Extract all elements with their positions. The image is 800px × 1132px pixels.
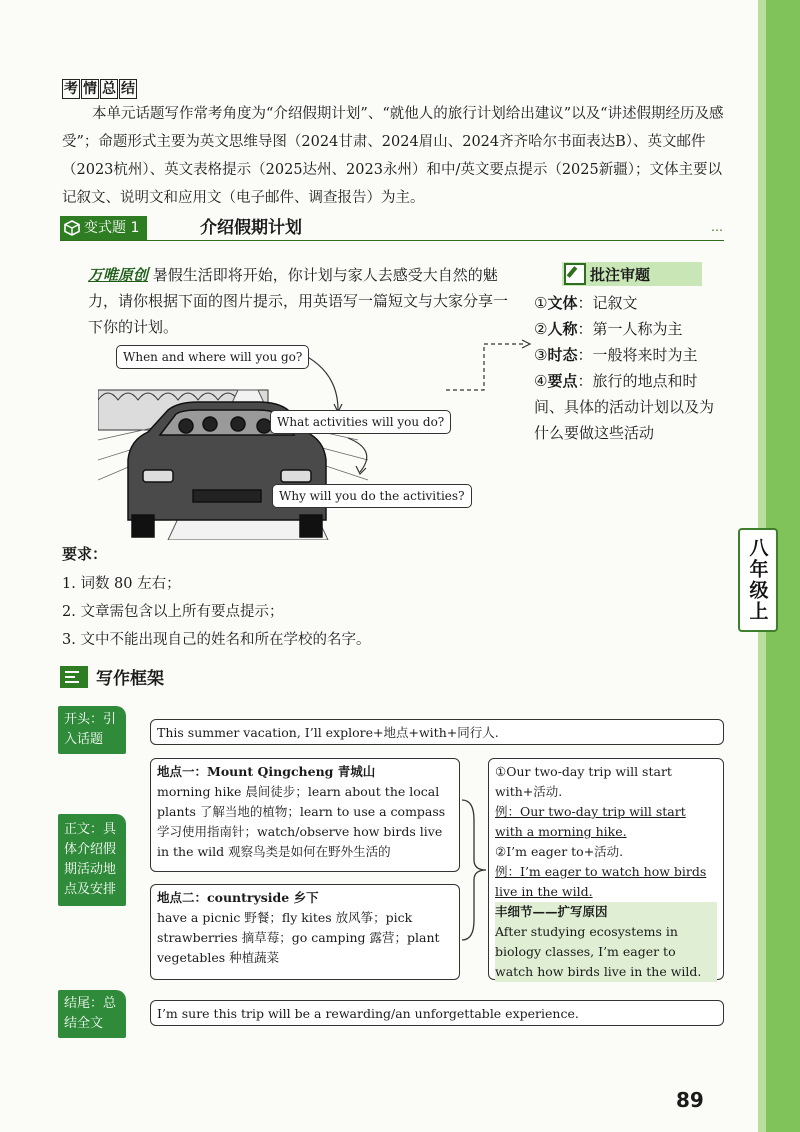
question-bubble-why: Why will you do the activities? — [272, 484, 472, 508]
annotation-item: ③时态：一般将来时为主 — [534, 346, 698, 364]
annotation-item: ④要点：旅行的地点和时间、具体的活动计划以及为什么要做这些活动 — [534, 372, 715, 442]
original-tag: 万唯原创 — [88, 266, 149, 284]
annotation-item: ②人称：第一人称为主 — [534, 320, 683, 338]
place1-title: 地点一：Mount Qingcheng 青城山 — [157, 764, 376, 779]
place1-box — [150, 758, 460, 872]
sentence-1: ①Our two-day trip will start with+活动. — [495, 764, 672, 799]
body-tag: 正文：具体介绍假期活动地点及安排 — [58, 814, 126, 906]
heading-dots: … — [711, 220, 724, 234]
sentence-2-example: 例：I’m eager to watch how birds live in the wild. — [495, 864, 707, 899]
opening-box: This summer vacation, I’ll explore+地点+with+同行人. — [150, 719, 724, 745]
sentence-2: ②I’m eager to+活动. — [495, 844, 624, 859]
dashed-connector — [444, 338, 534, 398]
place2-title: 地点二：countryside 乡下 — [157, 890, 319, 905]
prompt-text: 暑假生活即将开始，你计划与家人去感受大自然的魅力，请你根据下面的图片提示，用英语写一篇短文与大家分享一下你的计划。 — [88, 266, 509, 336]
ending-box: I’m sure this trip will be a rewarding/an unforgettable experience. — [150, 1000, 724, 1026]
annotation-header — [562, 262, 702, 286]
requirements-title: 要求： — [62, 545, 108, 563]
cube-icon — [64, 220, 80, 236]
framework-title: 写作框架 — [96, 669, 164, 689]
opening-tag: 开头：引入话题 — [58, 706, 126, 754]
detail-text: After studying ecosystems in biology classes, I’m eager to watch how birds live in the wild. — [495, 922, 717, 982]
tag-char: 结 — [121, 81, 135, 97]
sentence-1-example: 例：Our two-day trip will start with a morning hike. — [495, 804, 686, 839]
variant-badge-label: 变式题 1 — [84, 220, 140, 236]
summary-paragraph: 本单元话题写作常考角度为“介绍假期计划”、“就他人的旅行计划给出建议”以及“讲述假期经历及感受”；命题形式主要为英文思维导图（2024甘肃、2024眉山、2024齐齐哈尔书面表达B）、英文邮件（2023杭州）、英文表格提示（2025达州、2023永州）和中/英文要点提示（2025新疆）；文体主要以记叙文、说明文和应用文（电子邮件、调查报告）为主。 — [62, 106, 724, 206]
grade-tab: 八年级上 — [738, 528, 778, 632]
question-bubble-activities: What activities will you do? — [270, 410, 451, 434]
sentence-box — [488, 758, 724, 980]
ending-tag: 结尾：总结全文 — [58, 990, 126, 1038]
detail-title: 丰细节——扩写原因 — [495, 902, 717, 922]
framework-heading — [60, 664, 164, 689]
place2-box — [150, 884, 460, 980]
question-bubble-when: When and where will you go? — [116, 345, 309, 369]
variant-heading — [60, 216, 724, 241]
requirement-item: 1. 词数 80 左右； — [62, 576, 181, 592]
variant-badge — [60, 216, 147, 240]
framework-icon — [60, 666, 88, 688]
bracket-connector — [460, 760, 490, 980]
summary-tag — [62, 76, 138, 100]
page-number: 89 — [676, 1088, 704, 1112]
requirements-list — [62, 570, 370, 654]
place2-text: have a picnic 野餐；fly kites 放风筝；pick strawberries 摘草莓；go camping 露营；plant vegetables 种植蔬菜 — [157, 910, 440, 965]
prompt-block — [88, 262, 520, 340]
annotation-item: ①文体：记叙文 — [534, 294, 638, 312]
tag-char: 总 — [102, 81, 116, 97]
annotation-list — [534, 290, 724, 446]
tag-char: 情 — [83, 81, 97, 97]
variant-title: 介绍假期计划 — [200, 218, 302, 238]
place1-text: morning hike 晨间徒步；learn about the local plants 了解当地的植物；learn to use a compass学习使用指南针；watch/observe how birds live in the wild 观察鸟类是如何在野外生活的 — [157, 784, 446, 859]
car-illustration — [98, 340, 478, 540]
tag-char: 考 — [64, 81, 78, 97]
annotation-header-label: 批注审题 — [590, 265, 651, 284]
pencil-box-icon — [564, 263, 586, 285]
requirement-item: 3. 文中不能出现自己的姓名和所在学校的名字。 — [62, 632, 371, 648]
requirement-item: 2. 文章需包含以上所有要点提示； — [62, 604, 284, 620]
